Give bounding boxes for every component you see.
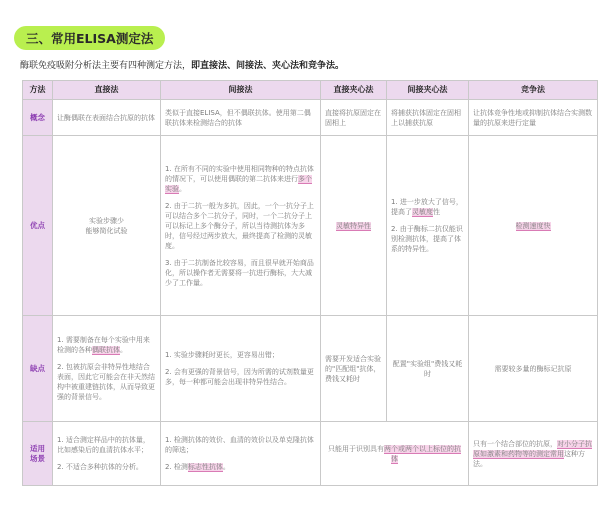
cell-disadvantage-indirect-sandwich: 配置"实验组"费钱又耗时: [387, 316, 469, 422]
header-direct-sandwich: 直接夹心法: [321, 81, 387, 100]
text-segment: 1. 在所有不同的实验中使用相同物种的特点抗体的情况下，可以使用偶联的第二抗体来进行: [165, 164, 314, 183]
cell-concept-indirect-sandwich: 将捕获抗体固定在固相上以捕获抗原: [387, 100, 469, 136]
cell-concept-direct: 让酶偶联在表面结合抗原的抗体: [53, 100, 161, 136]
cell-scenario-sandwich: [321, 422, 469, 486]
highlight-mark: 标志性抗体: [187, 463, 223, 471]
disadvantage-indirect-point-2: 2. 会有更强的背景信号，因为所需的试剂数量更多，每一种都可能会出现非特异性结合。: [165, 368, 314, 386]
cell-disadvantage-indirect: [161, 316, 321, 422]
cell-advantage-direct-sandwich: [321, 136, 387, 316]
intro-bold: 即直接法、间接法、夹心法和竞争法。: [191, 61, 345, 71]
text-segment: 2. 检测: [165, 463, 188, 471]
table-row: [23, 316, 598, 422]
table-row: [23, 422, 598, 486]
header-competitive: 竞争法: [469, 81, 598, 100]
cell-advantage-indirect: [161, 136, 321, 316]
advantage-isandwich-point-1: [391, 197, 464, 217]
cell-advantage-indirect-sandwich: [387, 136, 469, 316]
row-label-disadvantage: 缺点: [23, 316, 53, 422]
advantage-indirect-point-3: 3. 由于二抗制备比较容易，而且很早就开始商品化，所以操作者无需要将一抗进行酶标，大大减少了工作量。: [165, 258, 314, 287]
intro-text: 酶联免疫吸附分析法主要有四种测定方法，: [20, 61, 192, 71]
section-title-pill: 三、常用ELISA测定法: [14, 26, 165, 50]
scenario-direct-point-1: 1. 适合测定样品中的抗体量，比如感染后的血清抗体水平；: [57, 436, 150, 454]
row-label-advantage: 优点: [23, 136, 53, 316]
cell-concept-indirect: 类似于直接ELISA，但不偶联抗体。使用第二偶联抗体来检测结合的抗体: [161, 100, 321, 136]
text-segment: 性: [433, 208, 440, 216]
table-row: [23, 136, 598, 316]
text-segment: 。: [179, 184, 186, 193]
text-segment: 。: [222, 463, 230, 471]
highlight-mark: 对小分子抗原如激素和药物等的测定常用: [473, 439, 592, 458]
text-segment: 只有一个结合部位的抗原，: [473, 439, 557, 448]
scenario-indirect-point-2: [165, 462, 316, 472]
text-segment: 1. 进一步放大了信号，提高了: [391, 198, 463, 216]
section-title: [14, 26, 165, 50]
cell-scenario-direct: [53, 422, 161, 486]
cell-scenario-competitive: [469, 422, 598, 486]
disadvantage-direct-point-1: [57, 335, 156, 355]
disadvantage-direct-point-2: 2. 包被抗原会非特异性地结合表面，因此它可能会在非天然结构中被重建链抗体，从而导致更强的背景信号。: [57, 363, 155, 401]
elisa-methods-table: [22, 80, 598, 486]
cell-scenario-indirect: [161, 422, 321, 486]
cell-concept-direct-sandwich: 直接将抗原固定在固相上: [321, 100, 387, 136]
advantage-isandwich-point-2: 2. 由于酶标二抗仅能识别检测抗体，提高了体系的特异性。: [391, 225, 463, 253]
cell-concept-competitive: 让抗体竞争性地或抑制抗体结合实测数量的抗原来进行定量: [469, 100, 598, 136]
cell-advantage-direct: 实验步骤少 能够简化试验: [53, 136, 161, 316]
scenario-direct-point-2: 2. 不适合多种抗体的分析。: [57, 463, 143, 471]
highlight-mark: 检测速度快: [515, 221, 551, 230]
table-header-row: [23, 81, 598, 100]
text-segment: 。: [120, 346, 127, 354]
cell-disadvantage-competitive: 需要较多量的酶标记抗原: [469, 316, 598, 422]
header-direct: 直接法: [53, 81, 161, 100]
row-label-concept: 概念: [23, 100, 53, 136]
cell-advantage-competitive: [469, 136, 598, 316]
scenario-indirect-point-1: 1. 检测抗体的效价、血清的效价以及单克隆抗体的筛选；: [165, 436, 314, 454]
disadvantage-indirect-point-1: 1. 实验步骤耗时更长，更容易出错；: [165, 351, 279, 359]
intro-paragraph: [20, 58, 344, 71]
cell-disadvantage-direct: [53, 316, 161, 422]
highlight-mark: 偶联抗体: [92, 346, 120, 354]
text-segment: 只能用于识别具有: [328, 444, 384, 453]
advantage-indirect-point-2: 2. 由于二抗一般为多抗，因此，一个一抗分子上可以结合多个二抗分子，同时，一个二抗分子上可以标记上多个酶分子，所以当待测抗体为多时，信号经过两步放大，最终提高了检测的灵敏度。: [165, 201, 314, 250]
advantage-indirect-point-1: [165, 164, 316, 194]
header-method: 方法: [23, 81, 53, 100]
cell-disadvantage-direct-sandwich: 需要开发适合实验的"匹配组"抗体，费钱又耗时: [321, 316, 387, 422]
text-segment: 1. 需要制备在每个实验中用来检测的各种: [57, 336, 150, 354]
highlight-mark: 两个或两个以上标位的抗体: [384, 444, 461, 463]
table-row: [23, 100, 598, 136]
header-indirect: 间接法: [161, 81, 321, 100]
text-segment: 这种方法。: [473, 449, 585, 468]
highlight-mark: 多个实验: [165, 174, 312, 193]
row-label-scenario: 适用场景: [23, 422, 53, 486]
highlight-mark: 灵敏特异性: [336, 221, 371, 230]
highlight-mark: 灵敏度: [412, 208, 433, 216]
header-indirect-sandwich: 间接夹心法: [387, 81, 469, 100]
